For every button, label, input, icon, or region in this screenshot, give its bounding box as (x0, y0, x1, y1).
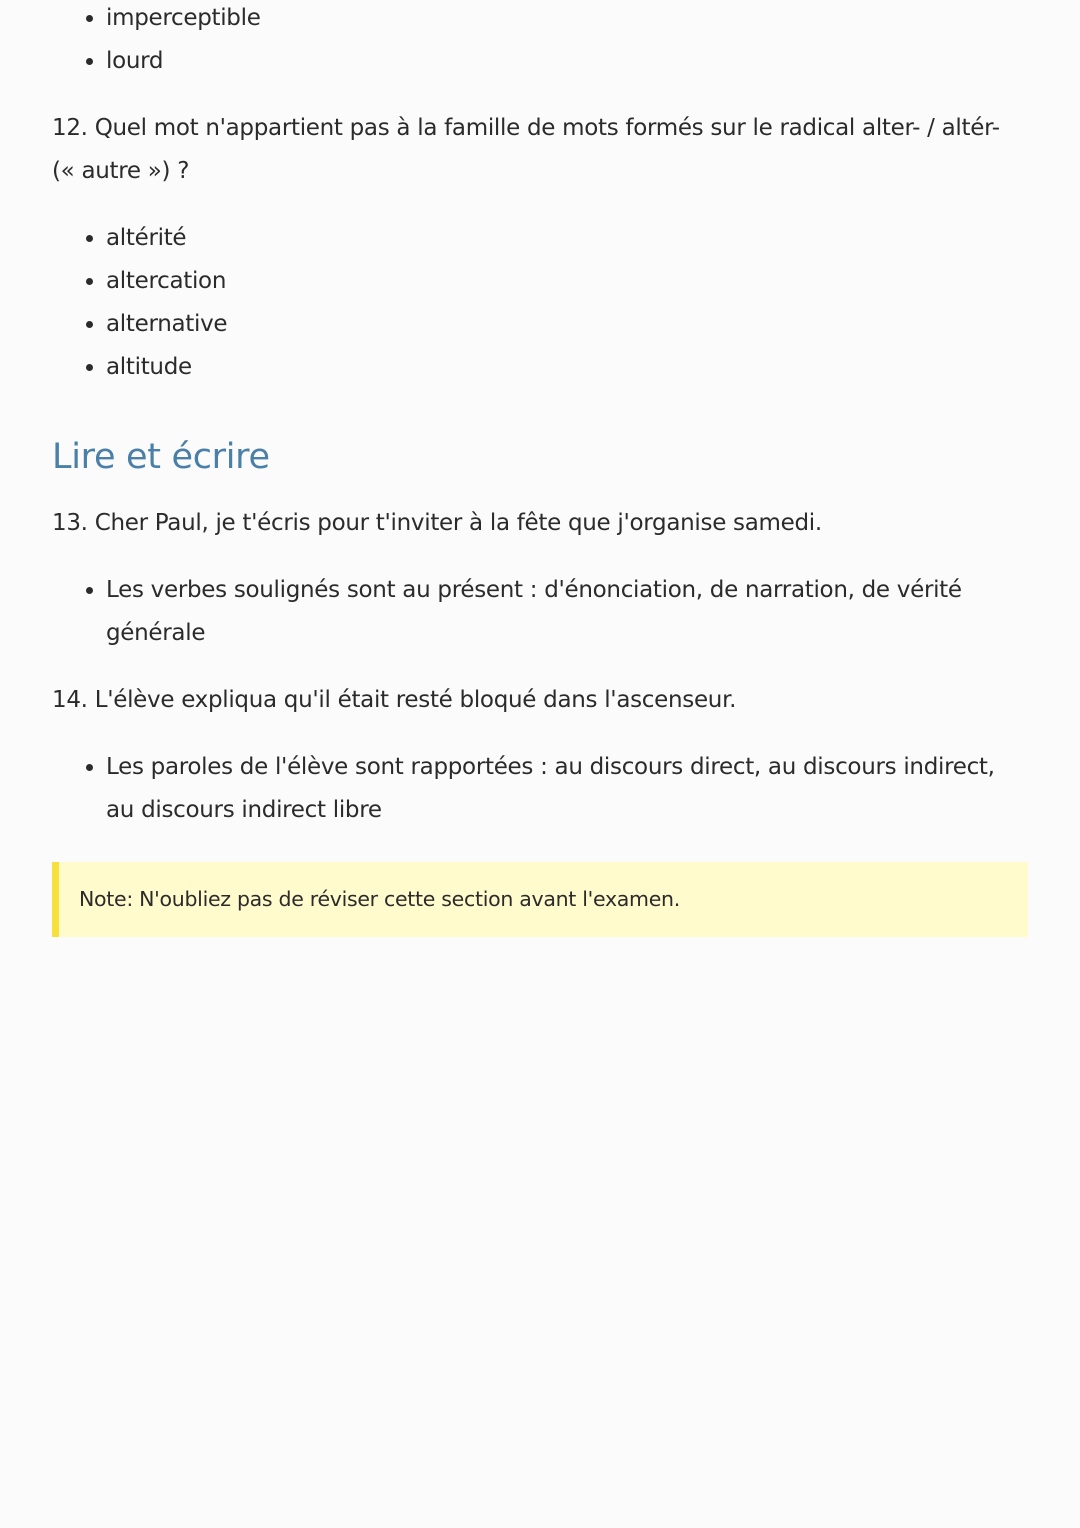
options-list-13 (52, 569, 1028, 655)
note-callout: Note: N'oubliez pas de réviser cette section avant l'examen. (52, 862, 1028, 937)
list-item: • alternative (106, 303, 1028, 346)
section-heading: Lire et écrire (52, 437, 270, 477)
question-13: 13. Cher Paul, je t'écris pour t'inviter à la fête que j'organise samedi. (52, 510, 822, 536)
list-item: • Les paroles de l'élève sont rapportées : au discours direct, au discours indirect, au discours indirect libre (106, 746, 1028, 832)
list-item: • altitude (106, 346, 1028, 389)
list-item: • lourd (106, 40, 1028, 83)
options-list-12 (52, 217, 1028, 389)
options-list-previous (52, 0, 1028, 83)
question-14: 14. L'élève expliqua qu'il était resté bloqué dans l'ascenseur. (52, 687, 737, 713)
list-item: • Les verbes soulignés sont au présent : d'énonciation, de narration, de vérité générale (106, 569, 1028, 655)
options-list-14 (52, 746, 1028, 832)
list-item: • altercation (106, 260, 1028, 303)
list-item: • altérité (106, 217, 1028, 260)
question-12: 12. Quel mot n'appartient pas à la famille de mots formés sur le radical alter- / altér- (« autre ») ? (52, 115, 1000, 184)
list-item: • imperceptible (106, 0, 1028, 40)
